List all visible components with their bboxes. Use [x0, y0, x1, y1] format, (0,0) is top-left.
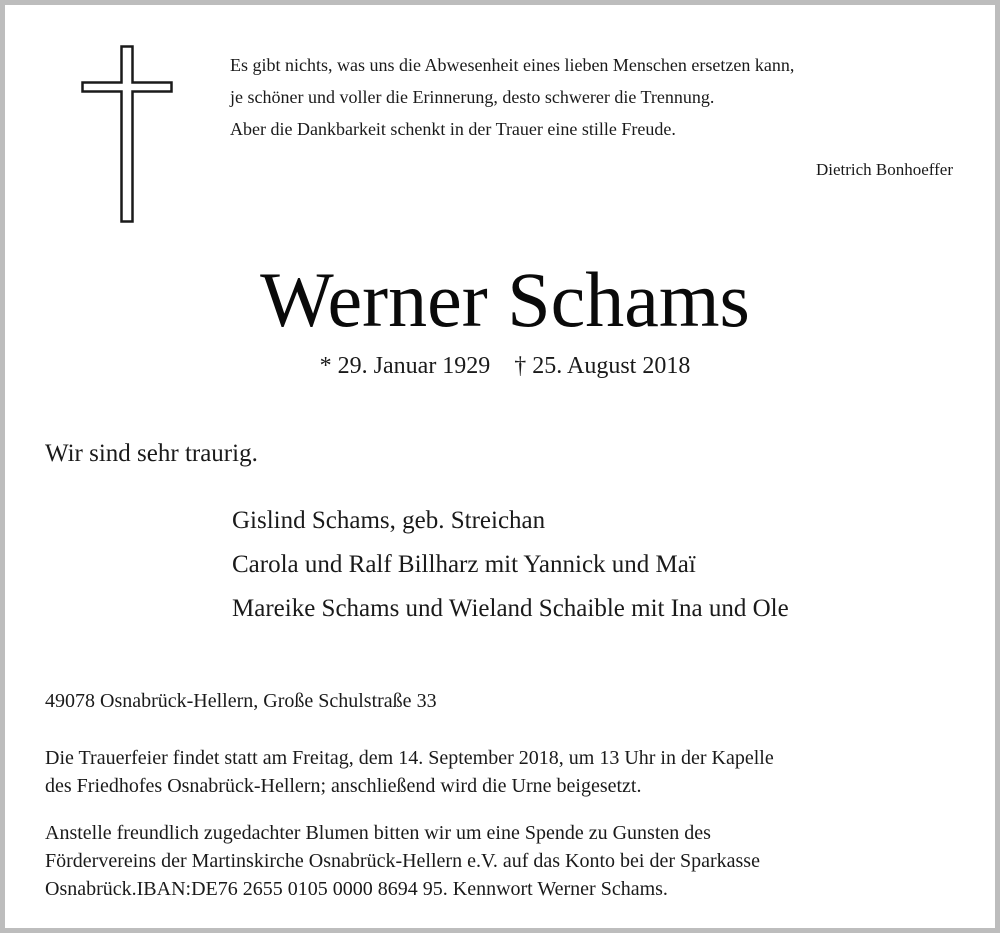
quote-author: Dietrich Bonhoeffer: [815, 160, 953, 179]
cross-icon: [81, 45, 173, 223]
quote: [230, 49, 794, 145]
donation-paragraph: [45, 819, 760, 903]
quote-line: Es gibt nichts, was uns die Abwesenheit eines lieben Menschen ersetzen kann,: [230, 55, 795, 75]
donation-line: Anstelle freundlich zugedachter Blumen bitten wir um eine Spende zu Gunsten des: [45, 822, 711, 844]
donation-line: Osnabrück.IBAN:DE76 2655 0105 0000 8694 95. Kennwort Werner Schams.: [45, 878, 668, 900]
family-list: [232, 499, 789, 631]
quote-line: Aber die Dankbarkeit schenkt in der Trauer eine stille Freude.: [230, 119, 676, 139]
family-member: Gislind Schams, geb. Streichan: [232, 507, 546, 534]
family-member: Carola und Ralf Billharz mit Yannick und Maï: [232, 551, 696, 578]
deceased-name: Werner Schams: [260, 256, 750, 343]
family-member: Mareike Schams und Wieland Schaible mit Ina und Ole: [232, 595, 789, 622]
quote-line: je schöner und voller die Erinnerung, desto schwerer die Trennung.: [230, 87, 715, 107]
ceremony-paragraph: [45, 744, 774, 800]
address: 49078 Osnabrück-Hellern, Große Schulstraße 33: [45, 690, 437, 712]
donation-line: Fördervereins der Martinskirche Osnabrück-Hellern e.V. auf das Konto bei der Sparkasse: [45, 850, 760, 872]
mourning-statement: Wir sind sehr traurig.: [45, 440, 258, 467]
ceremony-line: des Friedhofes Osnabrück-Hellern; anschließend wird die Urne beigesetzt.: [45, 775, 642, 797]
obituary-page: [5, 5, 995, 928]
ceremony-line: Die Trauerfeier findet statt am Freitag, dem 14. September 2018, um 13 Uhr in der Kapelle: [45, 747, 774, 769]
life-dates: * 29. Januar 1929 † 25. August 2018: [319, 353, 691, 379]
